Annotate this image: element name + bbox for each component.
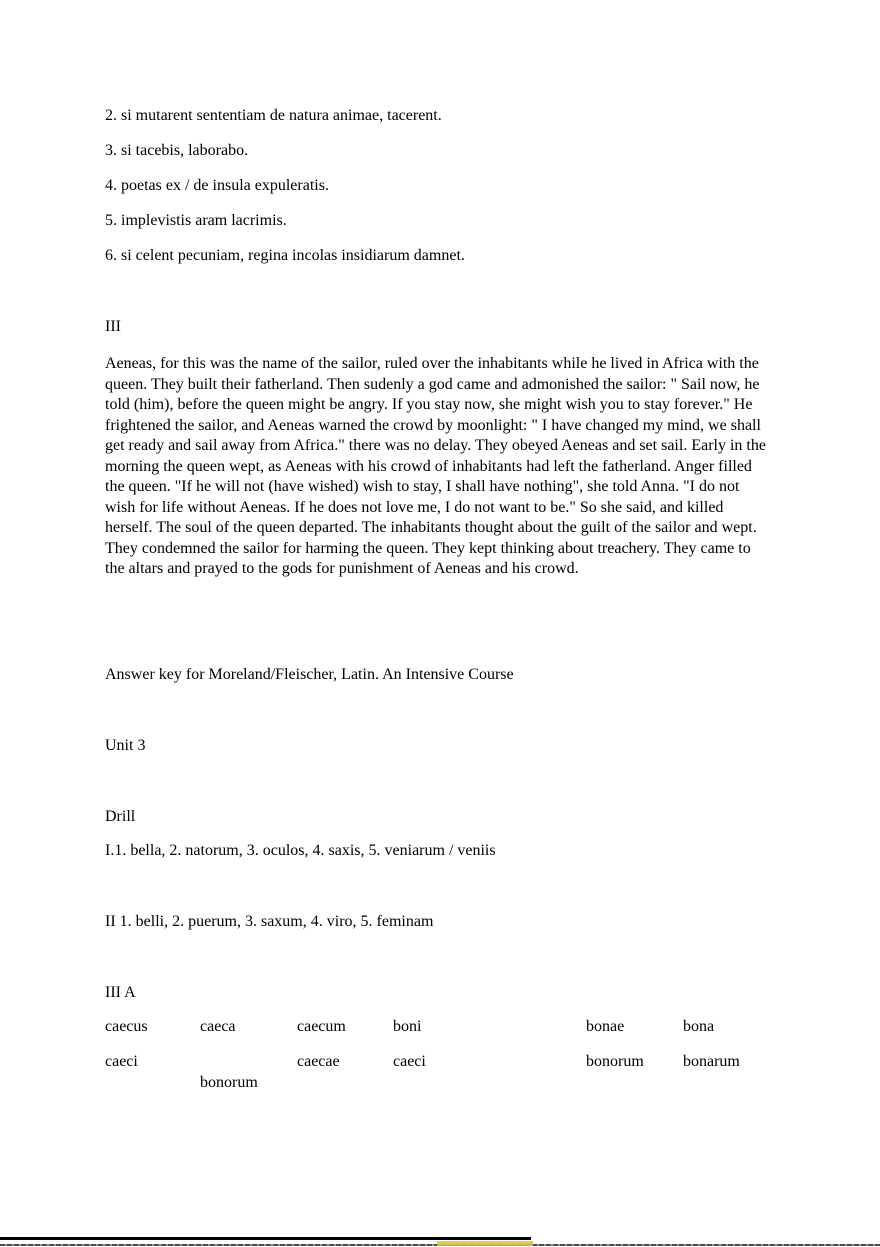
declension-row-2 <box>105 1051 773 1072</box>
declension-cell: caecae <box>297 1052 340 1070</box>
declension-cell: boni <box>393 1017 422 1035</box>
declension-cell: caecus <box>105 1017 148 1035</box>
declension-cell: bonorum <box>200 1073 258 1091</box>
declension-cell: bonarum <box>683 1052 740 1070</box>
declension-row-1 <box>105 1016 773 1037</box>
declension-cell: bonae <box>586 1017 625 1035</box>
drill-answers-ii: II 1. belli, 2. puerum, 3. saxum, 4. viro, 5. feminam <box>105 912 434 930</box>
exercise-line-5: 5. implevistis aram lacrimis. <box>105 212 287 229</box>
section-heading-iii: III <box>105 318 121 335</box>
drill-answers-i: I.1. bella, 2. natorum, 3. oculos, 4. saxis, 5. veniarum / veniis <box>105 841 496 859</box>
exercise-line-3: 3. si tacebis, laborabo. <box>105 142 249 159</box>
answer-key-title: Answer key for Moreland/Fleischer, Latin. An Intensive Course <box>105 665 514 683</box>
exercise-line-6: 6. si celent pecuniam, regina incolas insidiarum damnet. <box>105 247 465 264</box>
declension-cell: bona <box>683 1017 715 1035</box>
drill-heading: Drill <box>105 807 136 825</box>
declension-row-3 <box>105 1072 773 1093</box>
declension-cell: caeca <box>200 1017 236 1035</box>
page-bottom-rule <box>0 1237 531 1240</box>
exercise-line-4: 4. poetas ex / de insula expuleratis. <box>105 177 329 194</box>
footer-watermark <box>437 1241 533 1246</box>
declension-cell: caecum <box>297 1017 346 1035</box>
table-heading-iii-a: III A <box>105 983 136 1001</box>
unit-heading: Unit 3 <box>105 736 146 754</box>
declension-cell: bonorum <box>586 1052 644 1070</box>
translation-paragraph: Aeneas, for this was the name of the sailor, ruled over the inhabitants while he lived in Africa with the queen. They built their fatherland. Then sudenly a god came and admonished the sailor: " Sail now, he told (him), before the queen might be angry. If you stay now, she might wish you to stay forever." He frightened the sailor, and Aeneas warned the crowd by moonlight: " I have changed my mind, we shall get ready and sail away from Africa." there was no delay. They obeyed Aeneas and set sail. Early in the morning the queen wept, as Aeneas with his crowd of inhabitants had left the fatherland. Anger filled the queen. "If he will not (have wished) wish to stay, I shall have nothing", she told Anna. "I do not wish for life without Aeneas. If he does not love me, I do not want to be." So she said, and killed herself. The soul of the queen departed. The inhabitants thought about the guilt of the sailor and wept. They condemned the sailor for harming the queen. They kept thinking about treachery. They came to the altars and prayed to the gods for punishment of Aeneas and his crowd. <box>105 355 766 577</box>
declension-cell: caeci <box>393 1052 426 1070</box>
declension-cell: caeci <box>105 1052 138 1070</box>
exercise-line-2: 2. si mutarent sententiam de natura animae, tacerent. <box>105 107 442 124</box>
